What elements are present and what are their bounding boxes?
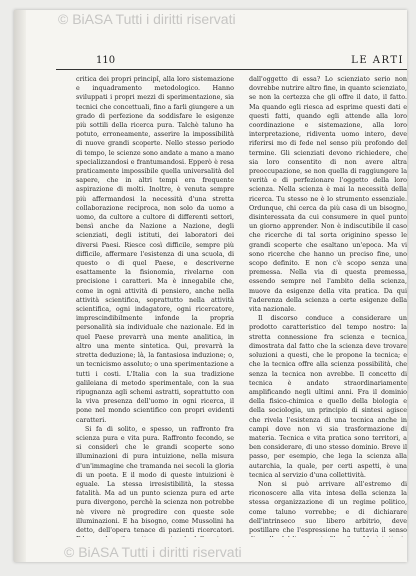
paragraph: critica dei propri principî, alla loro sistemazione e inquadramento metodologico. Hanno sviluppati i propri mezzi di sperimentazione, sia tecnici che concettuali, fino a farli giungere a un grado di perfezione da soddisfare le esigenze più sottili della ricerca pura. Talchè taluno ha potuto, erroneamente, asserire la impossibilità di nuove grandi scoperte. Nello stesso periodo di tempo, le scienze sono andate a mano a mano specializzandosi e frantumandosi. Epperò è resa praticamente impossibile quella universalità del sapere, che in altri tempi era frequente aspirazione di molti. Inoltre, è venuta sempre più affermandosi la necessità d'una stretta collaborazione reciproca, non solo da uomo a uomo, da cultore a cultore di differenti settori, bensì anche da Nazione a Nazione, degli scienziati, degli istituti, dei laboratori dei diversi Paesi. Riesce così difficile, sempre più difficile, affermare l'esistenza di una scuola, di questo o di quel Paese, e descriverne esattamente la fisionomia, rivelarne con precisione i caratteri. Ma è innegabile che, come in ogni attività di pensiero, anche nella attività scientifica, soprattutto nella attività scientifica, ogni indagatore, ogni ricercatore, imprescindibilmente infonde la propria personalità sia individuale che nazionale. Ed in quel Paese prevarrà una mente analitica, in altro una mente sintetica. Qui, prevarrà la stretta deduzione; là, la fantasiosa induzione; o, un tecnicismo assoluto; o una sperimentazione a tutti i costi. L'Italia con la sua tradizione galileiana di metodo sperimentale, con la sua ripugnanza agli schemi astratti, soprattutto con la viva presenza dell'uomo in ogni ricerca, il pone nel mondo scientifico con propri evidenti caratteri. [76,75,234,424]
paragraph: Il discorso conduce a considerare un prodotto caratteristico del tempo nostro: la stretta connessione fra scienza e tecnica, dimostrata dal fatto che la scienza deve trovare soluzioni a questi, che le propone la tecnica; e che la tecnica offre alla scienza possibilità, che senza la tecnica non avrebbe. Il concetto di tecnica è andato straordinariamente amplificando negli ultimi anni. Fra il dominio della fisico-chimica e quello della biologia e della sociologia, un principio di sintesi agisce che rivela l'esistenza di una tecnica anche in campi dove non vi sia trasformazione di materia. Tecnica e vita pratica sono territori, a ben considerare, di uno stesso dominio. Breve il passo, per esempio, che lega la scienza alla autarchia, la quale, per certi aspetti, è una tecnica al servizio d'una collettività. [249,314,407,479]
page-binding-shadow [14,10,26,562]
watermark-top: © BiASA Tutti i diritti riservati [58,11,236,27]
journal-title: LE ARTI [351,55,404,66]
paragraph: Non si può arrivare all'estremo di riconoscere alla vita intesa della scienza la stessa organizzazione di un regime politico, come taluno vorrebbe; e di dichiarare dell'intrinseco suo libero arbitrio, deve postillare che l'espressione ha tuttavia il senso [249,479,407,534]
left-text-column [76,75,234,537]
page-number: 110 [96,55,116,66]
scanned-page [14,10,407,562]
watermark-bottom: © BiASA Tutti i diritti riservati [64,544,242,560]
paragraph: Si fa di solito, e spesso, un raffronto fra scienza pura e vita pura. Raffronto fecondo, se si considerì che le grandi scoperte sono illuminazioni di pura intuizione, nella misura d'un'immagine che tramanda nei secoli la gloria di un poeta. E il modo di queste intuizioni è eguale. La stessa irresistibilità, la stessa fatalità. Ma ad un punto scienza pura ed arte pura divergono, perchè la scienza non potrebbe nè vivere nè progredire con queste sole illuminazioni. E ha bisogno, come Mussolini ha detto, dell'opera tenace di pazienti ricercatori. [76,424,234,534]
running-header [56,55,407,70]
right-text-column [249,75,407,537]
paragraph: dall'oggetto di essa? Lo scienziato serio non dovrebbe nutrire altro fine, in quanto scienziato, se non la certezza che gli offre il dato, il fatto. Ma quando egli riesca ad esprime questi dati e questi fatti, quando egli attende alla loro coordinazione e sistemazione, alla loro interpretazione, ridiventa uomo intero, deve riferirsi mo di fede nel senso più profondo del termine. Gli scienziati devono richiedere, che sia loro consentito di non avere altra preoccupazione, se non quella di raggiungere la verità e di perfezionare l'oggetto della loro scienza. Nella scienza è mai la necessità della ricerca. Tu stesso ne è lo strumento essenziale. Ordunque, chi cerca da più casa di un bisogno, disinteressata da cui consumere in quel punto un giorno apprender. Non è indiscutibile il caso che ricerche di tal sorta originino spesso le grandi scoperte che esaltano un'epoca. Ma vi sono ricerche che hanno un preciso fine, uno scopo definito. E non c'è scopo senza una premessa. Nella via di questa premessa, essendo sempre nel l'ambito della scienza, muove da esigenze della vita pratica. Da qui l'aderenza della scienza a certe esigenze della vita nazionale. [249,75,407,314]
